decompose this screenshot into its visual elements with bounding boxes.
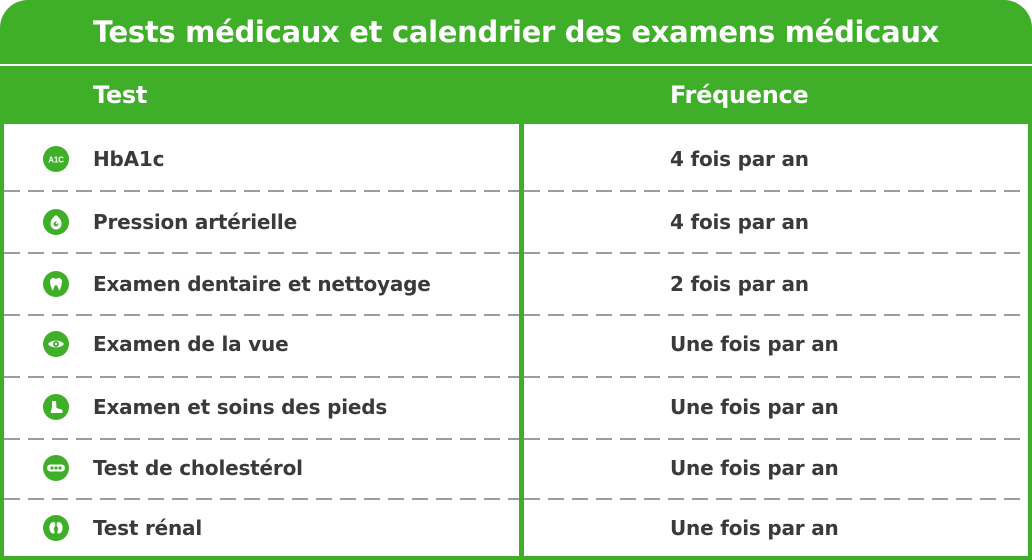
frequency-value: Une fois par an <box>670 332 839 356</box>
column-header-frequency: Fréquence <box>670 81 809 109</box>
eye-icon <box>43 331 69 357</box>
frequency-column <box>524 124 1028 556</box>
foot-icon <box>43 394 69 420</box>
test-name: Pression artérielle <box>93 210 297 234</box>
cholesterol-icon <box>43 455 69 481</box>
frequency-value: Une fois par an <box>670 516 839 540</box>
table-row <box>524 128 1028 190</box>
table-row <box>4 376 519 438</box>
table-row <box>4 313 519 375</box>
frequency-value: 4 fois par an <box>670 210 809 234</box>
table-row <box>524 437 1028 499</box>
frequency-value: Une fois par an <box>670 395 839 419</box>
table-row <box>4 253 519 315</box>
frequency-value: 4 fois par an <box>670 147 809 171</box>
test-name: Examen dentaire et nettoyage <box>93 272 431 296</box>
table-row <box>524 376 1028 438</box>
table-row <box>4 128 519 190</box>
table-row <box>524 497 1028 559</box>
test-name: Test de cholestérol <box>93 456 303 480</box>
blood-pressure-icon <box>43 209 69 235</box>
page-title: Tests médicaux et calendrier des examens médicaux <box>92 15 940 49</box>
table-row <box>4 191 519 253</box>
a1c-icon <box>43 146 69 172</box>
test-name: Examen de la vue <box>93 332 289 356</box>
frequency-value: 2 fois par an <box>670 272 809 296</box>
test-name: Examen et soins des pieds <box>93 395 388 419</box>
table-row <box>4 497 519 559</box>
frequency-value: Une fois par an <box>670 456 839 480</box>
test-column <box>4 124 519 556</box>
table-row <box>524 253 1028 315</box>
table-row <box>524 313 1028 375</box>
title-divider <box>0 64 1032 66</box>
a1c-icon-text: A1C <box>48 155 64 165</box>
table-row <box>4 437 519 499</box>
tooth-icon <box>43 271 69 297</box>
column-header-test: Test <box>93 81 148 109</box>
table-row <box>524 191 1028 253</box>
test-name: HbA1c <box>93 147 165 171</box>
kidney-icon <box>43 515 69 541</box>
test-name: Test rénal <box>93 516 202 540</box>
